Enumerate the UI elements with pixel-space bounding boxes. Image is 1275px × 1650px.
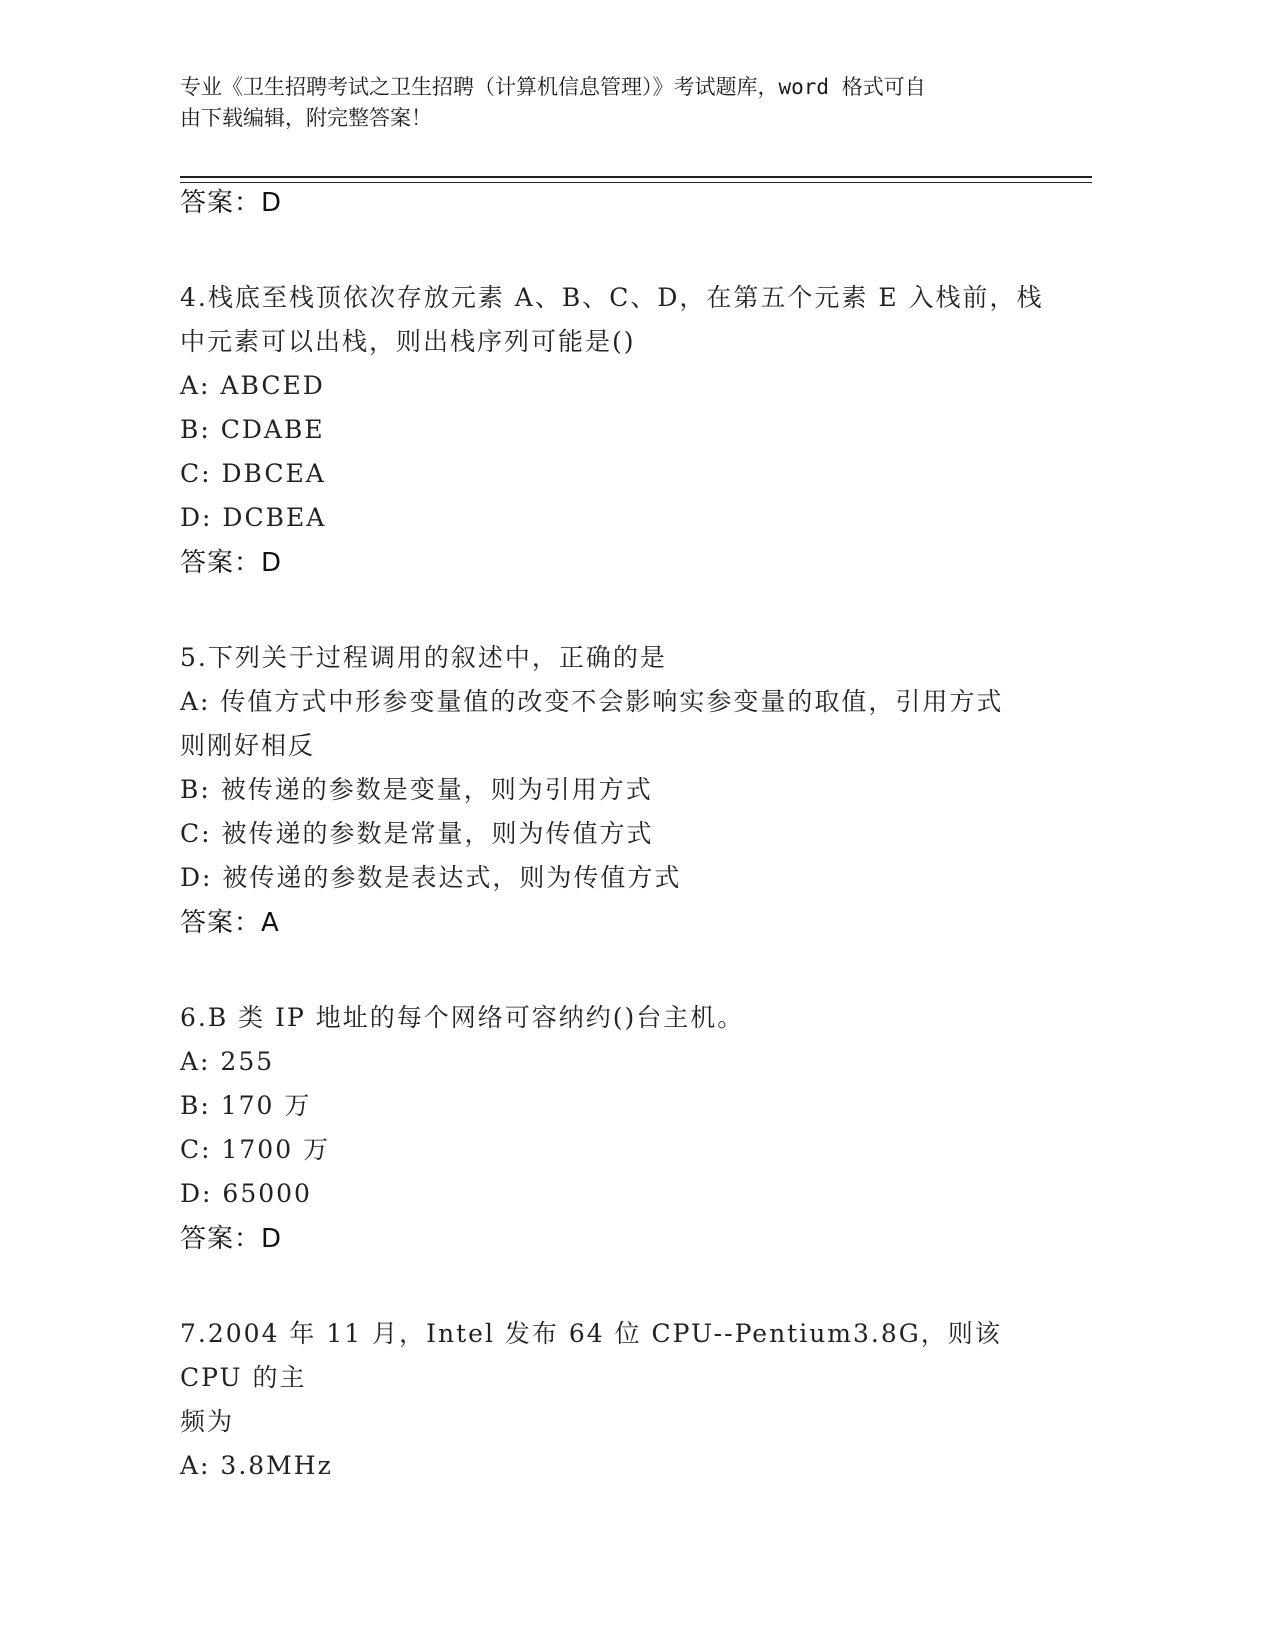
header-line-2: 由下载编辑，附完整答案！ — [180, 106, 432, 130]
question-text: 6.B 类 IP 地址的每个网络可容纳约()台主机。 — [180, 1003, 745, 1032]
question-item — [180, 276, 1060, 578]
option-b: B: 170 万 — [180, 1091, 312, 1120]
question-item — [180, 996, 1060, 1254]
question-text: 中元素可以出栈，则出栈序列可能是() — [180, 327, 636, 356]
option-d: D: DCBEA — [180, 503, 327, 532]
header-divider — [180, 176, 1092, 178]
header-line-1: 专业《卫生招聘考试之卫生招聘（计算机信息管理）》考试题库，word 格式可自 — [180, 75, 926, 99]
option-a: A: ABCED — [180, 371, 325, 400]
option-c: C: 被传递的参数是常量，则为传值方式 — [180, 819, 654, 848]
question-item — [180, 636, 1060, 938]
question-text: 5.下列关于过程调用的叙述中，正确的是 — [180, 643, 667, 672]
answer-label: 答案：A — [180, 908, 280, 938]
option-d: D: 被传递的参数是表达式，则为传值方式 — [180, 863, 682, 892]
question-text: 频为 — [180, 1407, 235, 1436]
document-header — [180, 72, 1060, 134]
option-a: A: 255 — [180, 1047, 275, 1076]
option-c: C: 1700 万 — [180, 1135, 331, 1164]
question-list — [180, 188, 1060, 1488]
answer-label: 答案：D — [180, 1224, 283, 1254]
question-text: 4.栈底至栈顶依次存放元素 A、B、C、D，在第五个元素 E 入栈前，栈 — [180, 283, 1044, 312]
option-b: B: CDABE — [180, 415, 325, 444]
option-a: A: 传值方式中形参变量值的改变不会影响实参变量的取值，引用方式 — [180, 687, 1004, 716]
question-item — [180, 1312, 1060, 1488]
option-b: B: 被传递的参数是变量，则为引用方式 — [180, 775, 653, 804]
option-a-continued: 则刚好相反 — [180, 731, 316, 760]
option-d: D: 65000 — [180, 1179, 312, 1208]
question-text: 7.2004 年 11 月，Intel 发布 64 位 CPU--Pentium3.8G，则该 CPU 的主 — [180, 1319, 1002, 1392]
answer-label: 答案：D — [180, 188, 283, 218]
option-c: C: DBCEA — [180, 459, 326, 488]
option-a: A: 3.8MHz — [180, 1451, 333, 1480]
answer-label: 答案：D — [180, 548, 283, 578]
header-divider-thin — [180, 182, 1092, 183]
